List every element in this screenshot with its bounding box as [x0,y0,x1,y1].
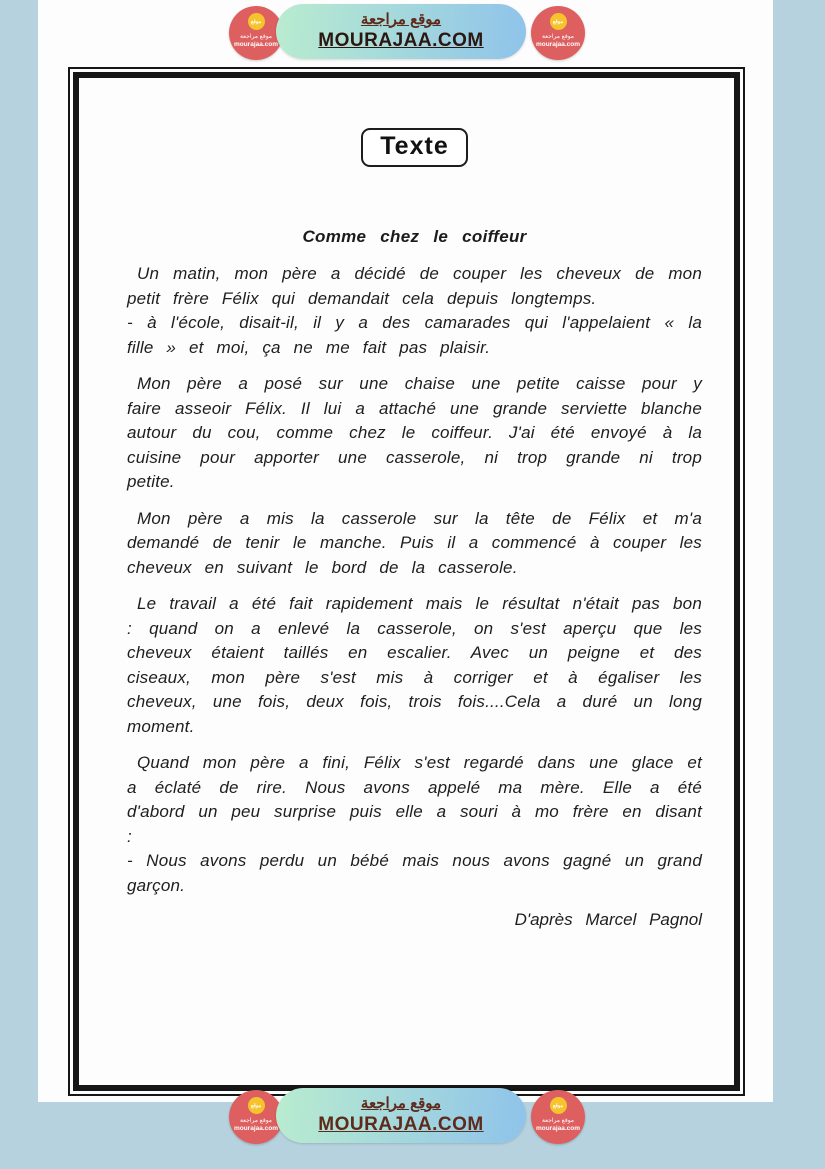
story-paragraph: Mon père a mis la casserole sur la tête de Félix et m'a demandé de tenir le manche. Puis il a commencé à couper les cheveux en suivant le bord de la casserole. [127,508,702,577]
logo-yellow-badge-icon: موقع [248,1097,265,1114]
story-body [127,262,702,898]
banner-pill [276,4,526,59]
top-banner [0,0,825,66]
texte-box-label: Texte [361,128,467,167]
site-link[interactable]: MOURAJAA.COM [318,1114,484,1136]
story-paragraph: Le travail a été fait rapidement mais le résultat n'était pas bon : quand on a enlevé la casserole, on s'est aperçu que les cheveux étaient taillés en escalier. Avec un peigne et des ciseaux, mon père s'est mis à corriger et à égaliser les cheveux, une fois, deux fois, trois fois....Cela a duré un long moment. [127,594,702,736]
logo-text-domain: mourajaa.com [535,41,581,49]
banner-arabic-title: موقع مراجعة [360,10,442,28]
logo-yellow-badge-icon: موقع [248,13,265,30]
attribution: D'après Marcel Pagnol [514,910,702,929]
story-paragraph: Un matin, mon père a décidé de couper les cheveux de mon petit frère Félix qui demandait cela depuis longtemps. - à l'école, disait-il, il y a des camarades qui l'appelaient « la fille » et moi, ça ne me fait pas plaisir. [127,264,702,357]
bottom-banner [0,1084,825,1150]
mourajaa-logo-icon [229,1090,283,1144]
document-frame [68,67,745,1096]
logo-text-domain: mourajaa.com [233,41,279,49]
story-title: Comme chez le coiffeur [302,227,527,246]
frame-content [79,78,734,1085]
mourajaa-logo-icon [531,1090,585,1144]
logo-text-arabic: موقع مراجعة [541,34,575,40]
banner-pill [276,1088,526,1143]
banner-arabic-title: موقع مراجعة [360,1094,442,1112]
logo-text-arabic: موقع مراجعة [541,1118,575,1124]
logo-text-arabic: موقع مراجعة [239,34,273,40]
logo-text-domain: mourajaa.com [233,1125,279,1133]
site-link[interactable]: MOURAJAA.COM [318,30,484,52]
story-paragraph: Mon père a posé sur une chaise une petite caisse pour y faire asseoir Félix. Il lui a attaché une grande serviette blanche autour du cou, comme chez le coiffeur. J'ai été envoyé à la cuisine pour apporter une casserole, ni trop grande ni trop petite. [127,374,702,491]
logo-yellow-badge-icon: موقع [550,13,567,30]
mourajaa-logo-icon [531,6,585,60]
logo-text-domain: mourajaa.com [535,1125,581,1133]
logo-text-arabic: موقع مراجعة [239,1118,273,1124]
mourajaa-logo-icon [229,6,283,60]
story-paragraph: Quand mon père a fini, Félix s'est regardé dans une glace et a éclaté de rire. Nous avons appelé ma mère. Elle a été d'abord un peu surprise puis elle a souri à mo frère en disant : - Nous avons perdu un bébé mais nous avons gagné un grand garçon. [127,753,702,895]
logo-yellow-badge-icon: موقع [550,1097,567,1114]
document-frame-inner [73,72,740,1091]
